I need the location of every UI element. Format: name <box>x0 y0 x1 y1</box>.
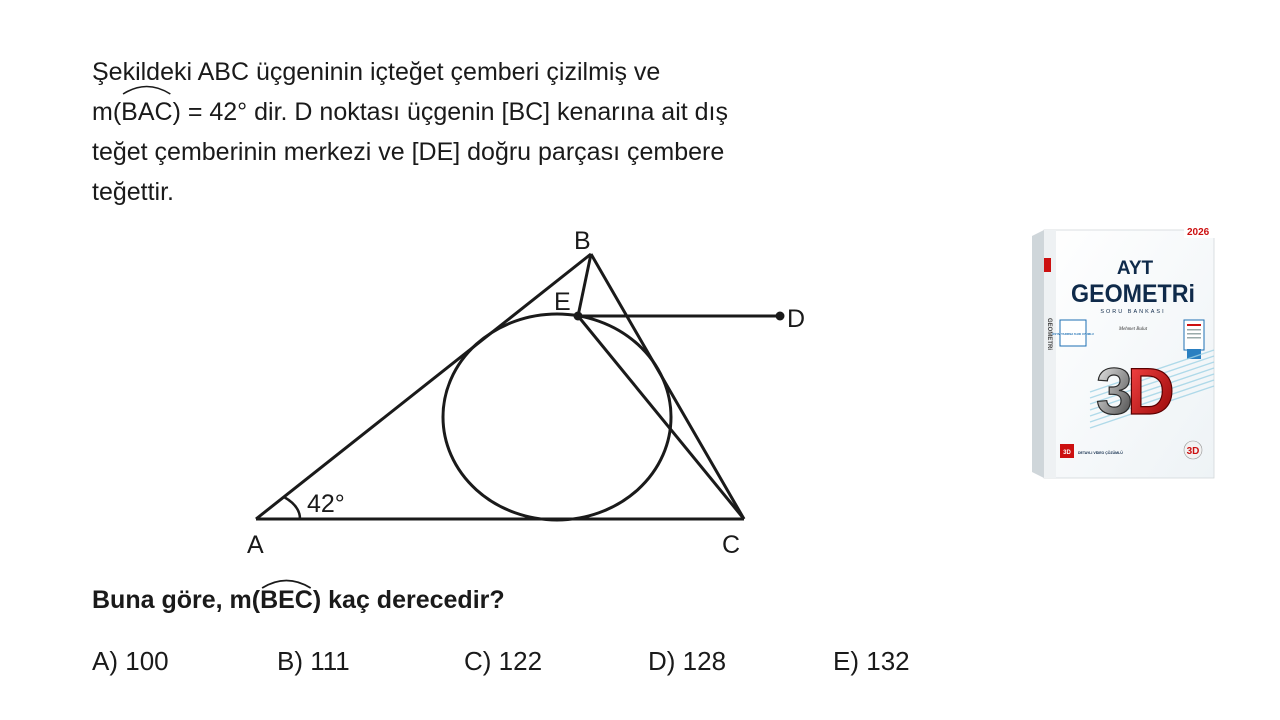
book-brand-small: 3D <box>1063 450 1071 456</box>
label-c: C <box>722 531 741 559</box>
choice-b[interactable] <box>277 646 350 677</box>
prompt-prefix: Buna göre, m( <box>92 586 261 614</box>
angle-notation-prefix: m( <box>92 98 122 126</box>
book-video-label: DETAYLI VİDEO ÇÖZÜMLÜ <box>1078 451 1123 455</box>
choice-e[interactable] <box>833 646 910 677</box>
label-a: A <box>247 531 264 559</box>
point-e-dot <box>574 312 583 321</box>
angle-arc-a <box>284 497 300 519</box>
book-series: SORU BANKASI <box>1100 309 1166 315</box>
brand-3d-logo <box>1096 354 1175 428</box>
point-d-dot <box>776 312 785 321</box>
svg-text:3: 3 <box>1096 354 1133 428</box>
answer-choices <box>92 646 952 680</box>
brand-3d-small-logo <box>1184 441 1202 459</box>
segment-ab <box>256 254 591 519</box>
question-line-4: teğettir. <box>92 178 174 206</box>
choice-value: 100 <box>125 646 169 676</box>
book-subject: GEOMETRi <box>1071 280 1195 308</box>
choice-letter: C) <box>464 646 492 676</box>
segment-bc <box>591 254 744 519</box>
label-b: B <box>574 227 591 255</box>
svg-text:D: D <box>1127 354 1175 428</box>
book-badge: ÖSYM TARZINA %100 UYUMLU <box>1052 332 1094 336</box>
choice-letter: A) <box>92 646 118 676</box>
label-d: D <box>787 305 806 333</box>
angle-arc-bec-label: BEC <box>260 586 313 614</box>
angle-arc-bec <box>260 586 313 615</box>
book-year: 2026 <box>1187 227 1210 238</box>
book-exam: AYT <box>1116 258 1154 279</box>
angle-arc-bac-label: BAC <box>121 98 173 126</box>
choice-value: 111 <box>310 646 350 676</box>
book-author: Mehmet Bulut <box>1118 327 1148 332</box>
choice-letter: B) <box>277 646 303 676</box>
choice-a[interactable] <box>92 646 169 677</box>
question-line-2-rest: ) = 42° dir. D noktası üçgenin [BC] kenarına ait dış <box>172 98 728 126</box>
svg-text:3D: 3D <box>1186 446 1200 457</box>
angle-label-42: 42° <box>307 490 345 518</box>
question-line-3: teğet çemberinin merkezi ve [DE] doğru parçası çembere <box>92 138 725 166</box>
choice-c[interactable] <box>464 646 542 677</box>
choice-d[interactable] <box>648 646 726 677</box>
choice-value: 122 <box>498 646 543 676</box>
book-cover-image <box>1030 222 1225 480</box>
choice-value: 128 <box>682 646 727 676</box>
incircle <box>443 314 671 520</box>
question-prompt <box>92 586 505 615</box>
question-line-1: Şekildeki ABC üçgeninin içteğet çemberi çizilmiş ve <box>92 58 661 86</box>
choice-letter: E) <box>833 646 859 676</box>
label-e: E <box>554 288 571 316</box>
choice-value: 132 <box>866 646 910 676</box>
choice-letter: D) <box>648 646 676 676</box>
arc-mark-icon <box>260 577 313 589</box>
book-spine-title: GEOMETRi <box>1046 318 1052 351</box>
segment-ec <box>578 316 744 519</box>
prompt-suffix: ) kaç derecedir? <box>312 586 505 614</box>
